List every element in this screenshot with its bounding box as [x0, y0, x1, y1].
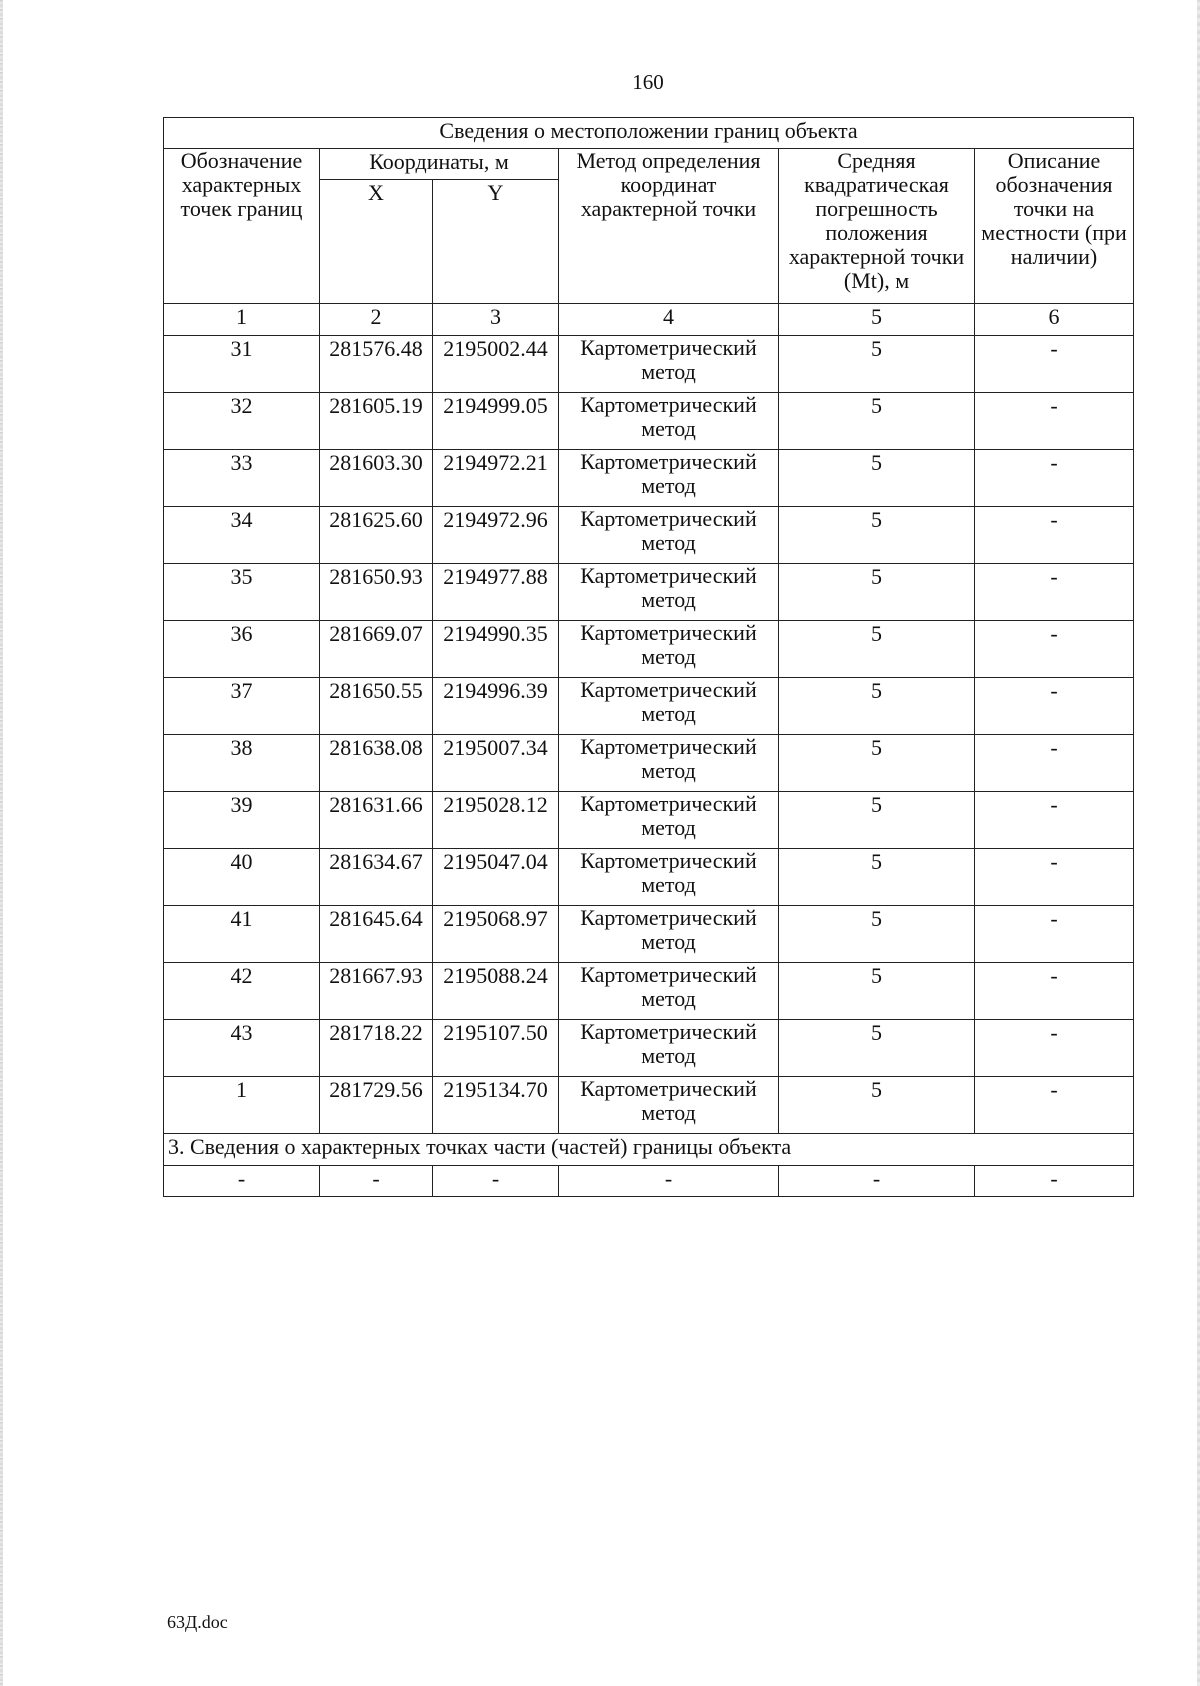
cell-method: Картометрический метод: [559, 906, 779, 963]
table-row: [164, 336, 1134, 393]
table-row: [164, 1077, 1134, 1134]
cell-y: 2195047.04: [433, 849, 559, 906]
cell-description: -: [975, 450, 1134, 507]
table-row: [164, 849, 1134, 906]
header-method: Метод определения координат характерной точки: [559, 149, 779, 304]
cell-method: Картометрический метод: [559, 849, 779, 906]
cell-mean-error: 5: [779, 792, 975, 849]
cell-x: 281718.22: [320, 1020, 433, 1077]
cell-x: 281625.60: [320, 507, 433, 564]
cell-point: 42: [164, 963, 320, 1020]
cell-mean-error: 5: [779, 1077, 975, 1134]
cell-mean-error: 5: [779, 849, 975, 906]
cell-y: 2195007.34: [433, 735, 559, 792]
header-row-1: [164, 149, 1134, 180]
cell-y: 2195088.24: [433, 963, 559, 1020]
table-row: [164, 906, 1134, 963]
cell-x: 281645.64: [320, 906, 433, 963]
column-number: 5: [779, 304, 975, 336]
cell-method: Картометрический метод: [559, 735, 779, 792]
table-row: [164, 735, 1134, 792]
cell-mean-error: 5: [779, 963, 975, 1020]
header-y: Y: [433, 180, 559, 304]
cell-description: -: [975, 849, 1134, 906]
section3-cell: -: [433, 1166, 559, 1197]
cell-description: -: [975, 963, 1134, 1020]
section3-cell: -: [164, 1166, 320, 1197]
cell-x: 281729.56: [320, 1077, 433, 1134]
cell-x: 281631.66: [320, 792, 433, 849]
table-title-row: [164, 118, 1134, 149]
cell-point: 34: [164, 507, 320, 564]
cell-mean-error: 5: [779, 393, 975, 450]
column-number: 2: [320, 304, 433, 336]
column-number: 6: [975, 304, 1134, 336]
cell-description: -: [975, 621, 1134, 678]
cell-point: 43: [164, 1020, 320, 1077]
section3-cell: -: [320, 1166, 433, 1197]
cell-y: 2195107.50: [433, 1020, 559, 1077]
table-row: [164, 678, 1134, 735]
header-description: Описание обозначения точки на местности (при наличии): [975, 149, 1134, 304]
table-body: [164, 118, 1134, 1197]
section3-cell: -: [779, 1166, 975, 1197]
cell-x: 281576.48: [320, 336, 433, 393]
cell-description: -: [975, 735, 1134, 792]
cell-y: 2194990.35: [433, 621, 559, 678]
table-row: [164, 621, 1134, 678]
header-x: X: [320, 180, 433, 304]
cell-method: Картометрический метод: [559, 963, 779, 1020]
cell-y: 2194972.21: [433, 450, 559, 507]
column-number: 3: [433, 304, 559, 336]
cell-mean-error: 5: [779, 507, 975, 564]
boundary-coordinates-table: [163, 117, 1134, 1197]
cell-x: 281650.93: [320, 564, 433, 621]
cell-description: -: [975, 507, 1134, 564]
cell-method: Картометрический метод: [559, 621, 779, 678]
cell-method: Картометрический метод: [559, 678, 779, 735]
cell-y: 2195068.97: [433, 906, 559, 963]
cell-point: 41: [164, 906, 320, 963]
cell-method: Картометрический метод: [559, 1077, 779, 1134]
cell-description: -: [975, 393, 1134, 450]
cell-y: 2194999.05: [433, 393, 559, 450]
section3-title: 3. Сведения о характерных точках части (частей) границы объекта: [164, 1134, 1134, 1166]
table-row: [164, 450, 1134, 507]
cell-description: -: [975, 1020, 1134, 1077]
cell-point: 35: [164, 564, 320, 621]
table-row: [164, 393, 1134, 450]
cell-method: Картометрический метод: [559, 1020, 779, 1077]
cell-description: -: [975, 792, 1134, 849]
cell-mean-error: 5: [779, 678, 975, 735]
cell-x: 281667.93: [320, 963, 433, 1020]
cell-x: 281603.30: [320, 450, 433, 507]
cell-point: 33: [164, 450, 320, 507]
page-number: 160: [632, 70, 664, 94]
cell-y: 2194972.96: [433, 507, 559, 564]
cell-mean-error: 5: [779, 906, 975, 963]
cell-point: 39: [164, 792, 320, 849]
cell-point: 36: [164, 621, 320, 678]
header-mean-error: Средняя квадратическая погрешность положения характерной точки (Mt), м: [779, 149, 975, 304]
cell-description: -: [975, 336, 1134, 393]
cell-x: 281638.08: [320, 735, 433, 792]
cell-y: 2194996.39: [433, 678, 559, 735]
column-number: 1: [164, 304, 320, 336]
scan-edge-left: [0, 0, 3, 1686]
cell-point: 32: [164, 393, 320, 450]
cell-mean-error: 5: [779, 564, 975, 621]
cell-method: Картометрический метод: [559, 450, 779, 507]
cell-x: 281669.07: [320, 621, 433, 678]
column-numbers-row: [164, 304, 1134, 336]
cell-y: 2194977.88: [433, 564, 559, 621]
cell-mean-error: 5: [779, 621, 975, 678]
cell-mean-error: 5: [779, 1020, 975, 1077]
cell-mean-error: 5: [779, 336, 975, 393]
column-number: 4: [559, 304, 779, 336]
cell-method: Картометрический метод: [559, 393, 779, 450]
footer-filename: 63Д.doc: [167, 1612, 228, 1632]
header-designation: Обозначение характерных точек границ: [164, 149, 320, 304]
table-row: [164, 507, 1134, 564]
cell-y: 2195134.70: [433, 1077, 559, 1134]
cell-x: 281650.55: [320, 678, 433, 735]
cell-y: 2195002.44: [433, 336, 559, 393]
section3-cell: -: [559, 1166, 779, 1197]
cell-x: 281605.19: [320, 393, 433, 450]
cell-method: Картометрический метод: [559, 336, 779, 393]
cell-y: 2195028.12: [433, 792, 559, 849]
cell-point: 38: [164, 735, 320, 792]
cell-description: -: [975, 678, 1134, 735]
cell-description: -: [975, 906, 1134, 963]
table-row: [164, 1020, 1134, 1077]
cell-point: 37: [164, 678, 320, 735]
section3-row: [164, 1166, 1134, 1197]
cell-x: 281634.67: [320, 849, 433, 906]
cell-point: 1: [164, 1077, 320, 1134]
cell-point: 31: [164, 336, 320, 393]
cell-description: -: [975, 564, 1134, 621]
cell-mean-error: 5: [779, 450, 975, 507]
cell-method: Картометрический метод: [559, 792, 779, 849]
cell-method: Картометрический метод: [559, 564, 779, 621]
cell-description: -: [975, 1077, 1134, 1134]
table-row: [164, 963, 1134, 1020]
cell-mean-error: 5: [779, 735, 975, 792]
table-row: [164, 792, 1134, 849]
section3-cell: -: [975, 1166, 1134, 1197]
cell-method: Картометрический метод: [559, 507, 779, 564]
table-row: [164, 564, 1134, 621]
cell-point: 40: [164, 849, 320, 906]
section3-title-row: [164, 1134, 1134, 1166]
header-coordinates: Координаты, м: [320, 149, 559, 180]
table-title: Сведения о местоположении границ объекта: [164, 118, 1134, 149]
